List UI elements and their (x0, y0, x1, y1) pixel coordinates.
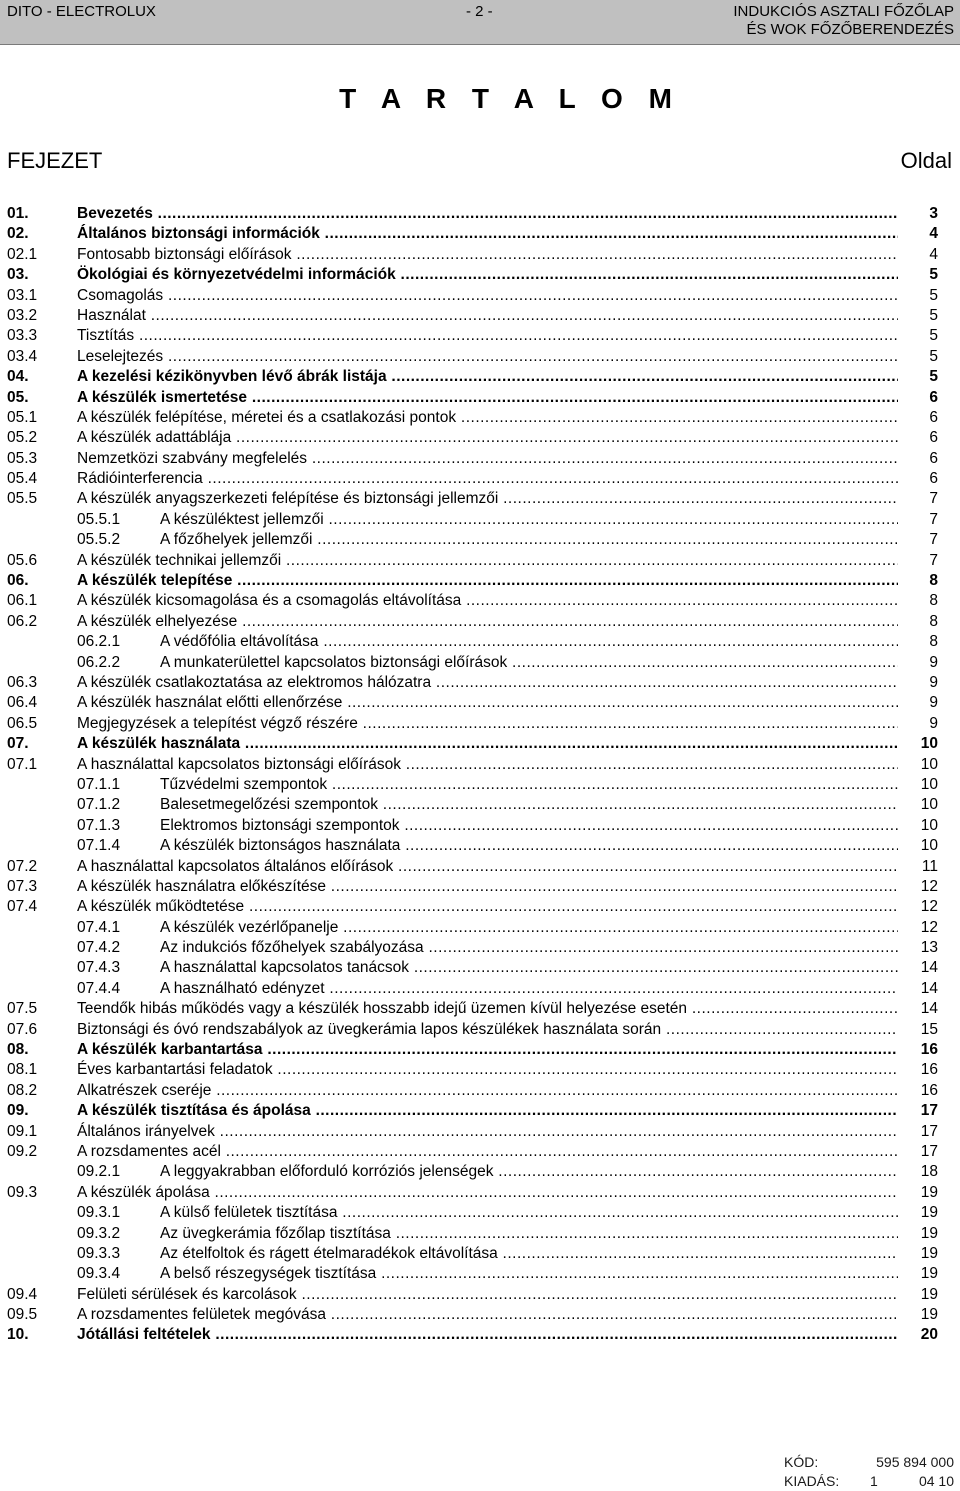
toc-entry (0, 1244, 960, 1264)
toc-entry-page: 13 (920, 939, 938, 957)
toc-entry-title: A készülék használat előtti ellenőrzése ..... (77, 693, 898, 713)
toc-entry-title: A készülék adattáblája ..... (77, 428, 898, 448)
toc-entry (0, 1101, 960, 1121)
toc-entry (0, 816, 960, 836)
toc-entry-title: Éves karbantartási feladatok ..... (77, 1060, 898, 1080)
toc-entry-number: 06.4 (7, 694, 38, 712)
toc-entry-title: Az üvegkerámia főzőlap tisztítása ..... (160, 1224, 898, 1244)
header-left: DITO - ELECTROLUX (7, 3, 156, 20)
toc-entry-number: 09.2.1 (77, 1163, 121, 1181)
toc-entry-page: 6 (929, 429, 938, 447)
toc-entry-title: A készülék működtetése ..... (77, 897, 898, 917)
toc-entry (0, 612, 960, 632)
toc-entry (0, 571, 960, 591)
toc-entry-page: 10 (920, 755, 938, 773)
toc-entry (0, 755, 960, 775)
toc-entry-title: A rozsdamentes acél ..... (77, 1142, 898, 1162)
toc-entry (0, 530, 960, 550)
toc-entry-page: 20 (920, 1326, 938, 1344)
toc-entry (0, 1142, 960, 1162)
toc-entry-number: 06. (7, 572, 29, 590)
toc-entry (0, 367, 960, 387)
toc-entry-title: Teendők hibás működés vagy a készülék hosszabb idejű üzemen kívül helyezése esetén ..... (77, 999, 898, 1019)
toc-entry-title: Az ételfoltok és rágett ételmaradékok eltávolítása ..... (160, 1244, 898, 1264)
toc-entry-title: A készüléktest jellemzői ..... (160, 510, 898, 530)
toc-entry-number: 03.3 (7, 327, 38, 345)
toc-entry-title: Általános irányelvek ..... (77, 1122, 898, 1142)
toc-entry (0, 1020, 960, 1040)
toc-entry-title: A használható edényzet ..... (160, 979, 898, 999)
toc-entry-number: 07.1.4 (77, 837, 121, 855)
toc-entry-title: A belső részegységek tisztítása ..... (160, 1264, 898, 1284)
toc-entry-number: 07.6 (7, 1020, 38, 1038)
toc-entry-number: 07. (7, 735, 29, 753)
toc-entry-title: Bevezetés ..... (77, 204, 898, 224)
toc-entry-number: 06.1 (7, 592, 38, 610)
toc-entry-number: 03.4 (7, 347, 38, 365)
toc-entry (0, 326, 960, 346)
toc-entry-title: A leggyakrabban előforduló korróziós jelenségek ..... (160, 1162, 898, 1182)
toc-entry-title: A készülék anyagszerkezeti felépítése és biztonsági jellemzői ..... (77, 489, 898, 509)
toc-entry-title: A készülék elhelyezése ..... (77, 612, 898, 632)
toc-entry-number: 03.2 (7, 306, 38, 324)
toc-entry-page: 5 (929, 327, 938, 345)
toc-entry-title: Jótállási feltételek ..... (77, 1325, 898, 1345)
toc-entry (0, 918, 960, 938)
toc-entry-title: Rádióinterferencia ..... (77, 469, 898, 489)
toc-entry-title: A készülék karbantartása ..... (77, 1040, 898, 1060)
toc-entry (0, 428, 960, 448)
toc-entry-number: 07.4.1 (77, 918, 121, 936)
toc-entry-page: 5 (929, 347, 938, 365)
footer-edition-row (784, 1472, 954, 1491)
toc-entry-title: Nemzetközi szabvány megfelelés ..... (77, 449, 898, 469)
toc-entry-title: A munkaterülettel kapcsolatos biztonsági előírások ..... (160, 653, 898, 673)
toc-entry-page: 10 (920, 735, 938, 753)
toc-entry-title: A készülék csatlakoztatása az elektromos hálózatra ..... (77, 673, 898, 693)
toc-entry-title: A külső felületek tisztítása ..... (160, 1203, 898, 1223)
toc-entry-title: Ökológiai és környezetvédelmi információk ..... (77, 265, 898, 285)
toc-entry-page: 10 (920, 796, 938, 814)
page-header (0, 0, 960, 45)
toc-entry-title: A készülék felépítése, méretei és a csatlakozási pontok ..... (77, 408, 898, 428)
toc-entry-page: 5 (929, 286, 938, 304)
toc-entry-page: 12 (920, 877, 938, 895)
toc-entry (0, 897, 960, 917)
toc-entry-number: 07.4 (7, 898, 38, 916)
toc-entry-page: 9 (929, 673, 938, 691)
toc-entry-title: A készülék ismertetése ..... (77, 388, 898, 408)
toc-entry-page: 14 (920, 979, 938, 997)
toc-entry-number: 06.2.1 (77, 633, 121, 651)
toc-entry-page: 7 (929, 510, 938, 528)
toc-entry-page: 3 (929, 205, 938, 222)
toc-entry (0, 265, 960, 285)
toc-entry-title: Biztonsági és óvó rendszabályok az üvegkerámia lapos készülékek használata során ..... (77, 1020, 898, 1040)
toc-entry-title: A készülék telepítése ..... (77, 571, 898, 591)
toc-entry (0, 204, 960, 224)
toc-entry-number: 06.3 (7, 673, 38, 691)
toc-entry (0, 1285, 960, 1305)
toc-entry-page: 14 (920, 1000, 938, 1018)
toc-entry-number: 10. (7, 1326, 29, 1344)
toc-entry-number: 06.5 (7, 714, 38, 732)
toc-entry (0, 1162, 960, 1182)
toc-entry (0, 693, 960, 713)
toc-entry-number: 08.2 (7, 1081, 38, 1099)
toc-entry-page: 11 (921, 857, 938, 875)
column-heading-chapter: FEJEZET (7, 148, 103, 173)
header-right-line1: INDUKCIÓS ASZTALI FŐZŐLAP (733, 3, 954, 20)
toc-entry-title: A készülék tisztítása és ápolása ..... (77, 1101, 898, 1121)
toc-entry-title: Balesetmegelőzési szempontok ..... (160, 795, 898, 815)
toc-entry-number: 05.5.2 (77, 531, 121, 549)
toc-entry-number: 09.3.1 (77, 1204, 121, 1222)
toc-entry (0, 1122, 960, 1142)
toc-entry-page: 19 (920, 1306, 938, 1324)
toc-entry-title: Általános biztonsági információk ..... (77, 224, 898, 244)
toc-entry-page: 5 (929, 266, 938, 284)
toc-entry-title: Tisztítás ..... (77, 326, 898, 346)
toc-entry (0, 1040, 960, 1060)
toc-entry-number: 05.1 (7, 408, 38, 426)
toc-entry-title: A készülék biztonságos használata ..... (160, 836, 898, 856)
toc-entry (0, 224, 960, 244)
toc-entry-page: 17 (920, 1122, 938, 1140)
toc-entry-title: Az indukciós főzőhelyek szabályozása ..... (160, 938, 898, 958)
toc-entry-page: 19 (920, 1244, 938, 1262)
toc-entry (0, 999, 960, 1019)
toc-entry-title: A kezelési kézikönyvben lévő ábrák listája ..... (77, 367, 898, 387)
toc-entry (0, 388, 960, 408)
toc-entry-page: 19 (920, 1285, 938, 1303)
toc-entry (0, 286, 960, 306)
toc-entry-number: 07.4.3 (77, 959, 121, 977)
toc-entry-page: 6 (929, 408, 938, 426)
toc-entry-title: Alkatrészek cseréje ..... (77, 1081, 898, 1101)
toc-entry-title: A készülék használata ..... (77, 734, 898, 754)
toc-entry-page: 6 (929, 388, 938, 406)
toc-entry-number: 09.1 (7, 1122, 38, 1140)
toc-entry-page: 10 (920, 775, 938, 793)
toc-entry-title: A készülék ápolása ..... (77, 1183, 898, 1203)
toc-entry-page: 4 (929, 245, 938, 263)
toc-entry-number: 02.1 (7, 245, 38, 263)
toc-entry (0, 245, 960, 265)
toc-entry (0, 775, 960, 795)
toc-entry (0, 1224, 960, 1244)
toc-entry (0, 347, 960, 367)
toc-entry-number: 07.1.3 (77, 816, 121, 834)
toc-entry (0, 714, 960, 734)
toc-entry-number: 09.3 (7, 1183, 38, 1201)
page-title: T A R T A L O M (339, 83, 681, 114)
footer-code-value: 595 894 000 (876, 1454, 954, 1470)
toc-entry-page: 10 (920, 816, 938, 834)
toc-entry-page: 7 (929, 531, 938, 549)
footer-code-label: KÓD: (784, 1454, 819, 1470)
toc-entry-page: 12 (920, 918, 938, 936)
toc-entry-title: Csomagolás ..... (77, 286, 898, 306)
toc-entry-number: 04. (7, 368, 29, 386)
toc-entry-title: A főzőhelyek jellemzői ..... (160, 530, 898, 550)
toc-entry-number: 07.2 (7, 857, 38, 875)
toc-entry (0, 489, 960, 509)
toc-entry-page: 15 (920, 1020, 938, 1038)
toc-entry (0, 795, 960, 815)
toc-entry-number: 07.1.2 (77, 796, 121, 814)
toc-entry-page: 16 (920, 1061, 938, 1079)
toc-entry-title: Tűzvédelmi szempontok ..... (160, 775, 898, 795)
toc-entry (0, 1060, 960, 1080)
toc-entry-number: 09. (7, 1102, 29, 1120)
toc-entry-page: 5 (929, 306, 938, 324)
toc-entry-page: 19 (920, 1183, 938, 1201)
toc-entry-page: 8 (929, 572, 938, 590)
toc-entry-title: A készülék technikai jellemzői ..... (77, 551, 898, 571)
toc-entry-title: A használattal kapcsolatos biztonsági előírások ..... (77, 755, 898, 775)
toc-entry-number: 09.2 (7, 1142, 38, 1160)
toc-entry-number: 07.1 (7, 755, 38, 773)
toc-entry-title: A készülék kicsomagolása és a csomagolás eltávolítása ..... (77, 591, 898, 611)
toc-entry (0, 1305, 960, 1325)
toc-entry (0, 1081, 960, 1101)
footer-edition-label: KIADÁS: (784, 1473, 840, 1489)
header-right (733, 3, 954, 39)
toc-entry-title: A használattal kapcsolatos tanácsok ..... (160, 958, 898, 978)
header-page-number: - 2 - (466, 3, 493, 20)
toc-entry-page: 7 (929, 490, 938, 508)
toc-entry (0, 979, 960, 999)
toc-entry-page: 9 (929, 653, 938, 671)
toc-entry-page: 9 (929, 694, 938, 712)
toc-entry (0, 1264, 960, 1284)
toc-entry-title: Elektromos biztonsági szempontok ..... (160, 816, 898, 836)
toc-entry-number: 05.4 (7, 470, 38, 488)
toc-entry-number: 05.3 (7, 449, 38, 467)
toc-entry (0, 469, 960, 489)
toc-entry (0, 632, 960, 652)
toc-entry-title: Felületi sérülések és karcolások ..... (77, 1285, 898, 1305)
toc-entry-page: 17 (920, 1142, 938, 1160)
toc-entry-title: A készülék használatra előkészítése ..... (77, 877, 898, 897)
toc-entry (0, 836, 960, 856)
footer-code-row (784, 1453, 954, 1472)
toc-entry-number: 09.3.4 (77, 1265, 121, 1283)
toc-entry-number: 06.2 (7, 612, 38, 630)
toc-entry-page: 18 (920, 1163, 938, 1181)
toc-entry-number: 03.1 (7, 286, 38, 304)
toc-entry-number: 05.2 (7, 429, 38, 447)
toc-entry-page: 8 (929, 592, 938, 610)
toc-entry (0, 449, 960, 469)
toc-entry-page: 8 (929, 633, 938, 651)
toc-entry-number: 08.1 (7, 1061, 38, 1079)
toc-entry-number: 02. (7, 225, 29, 243)
toc-entry-page: 19 (920, 1265, 938, 1283)
toc-entry-number: 07.1.1 (77, 775, 121, 793)
toc-entry-page: 6 (929, 470, 938, 488)
toc-entry-number: 09.5 (7, 1306, 38, 1324)
toc-entry (0, 877, 960, 897)
toc-entry (0, 510, 960, 530)
toc-entry-page: 16 (920, 1081, 938, 1099)
toc-entry-page: 6 (929, 449, 938, 467)
toc-entry (0, 306, 960, 326)
toc-entry (0, 958, 960, 978)
toc-entry (0, 673, 960, 693)
toc-entry (0, 1325, 960, 1345)
toc-entry-number: 06.2.2 (77, 653, 121, 671)
toc-entry-number: 07.3 (7, 877, 38, 895)
toc-entry-page: 17 (920, 1102, 938, 1120)
toc-entry-number: 09.3.2 (77, 1224, 121, 1242)
toc-entry-page: 10 (920, 837, 938, 855)
toc-entry (0, 591, 960, 611)
toc-entry-number: 03. (7, 266, 29, 284)
toc-entry-title: Megjegyzések a telepítést végző részére ..... (77, 714, 898, 734)
toc-entry-title: A készülék vezérlőpanelje ..... (160, 918, 898, 938)
toc-entry-page: 14 (920, 959, 938, 977)
toc-entry-number: 09.4 (7, 1285, 38, 1303)
toc-entry (0, 1183, 960, 1203)
toc-entry-page: 12 (920, 898, 938, 916)
toc-entry-page: 9 (929, 714, 938, 732)
toc-entry-page: 4 (929, 225, 938, 243)
toc-entry (0, 408, 960, 428)
toc-entry-title: A használattal kapcsolatos általános előírások ..... (77, 857, 898, 877)
toc-entry-page: 16 (920, 1041, 938, 1059)
table-of-contents (0, 204, 960, 1346)
header-right-line2: ÉS WOK FŐZŐBERENDEZÉS (746, 21, 954, 38)
footer-edition-date: 04 10 (918, 1473, 954, 1489)
toc-entry (0, 734, 960, 754)
toc-entry-title: Használat ..... (77, 306, 898, 326)
toc-entry (0, 1203, 960, 1223)
toc-entry-number: 05.6 (7, 551, 38, 569)
toc-entry-number: 09.3.3 (77, 1244, 121, 1262)
toc-entry-number: 05.5.1 (77, 510, 121, 528)
toc-entry-title: Leselejtezés ..... (77, 347, 898, 367)
toc-entry (0, 857, 960, 877)
toc-entry-page: 7 (929, 551, 938, 569)
page-footer (784, 1453, 954, 1491)
toc-entry-page: 8 (929, 612, 938, 630)
toc-entry-number: 07.4.2 (77, 939, 121, 957)
toc-entry-title: A rozsdamentes felületek megóvása ..... (77, 1305, 898, 1325)
toc-entry (0, 653, 960, 673)
footer-edition-value: 1 (870, 1473, 878, 1489)
toc-entry (0, 938, 960, 958)
toc-entry-number: 07.4.4 (77, 979, 121, 997)
toc-entry (0, 551, 960, 571)
toc-entry-number: 05. (7, 388, 29, 406)
toc-entry-title: A védőfólia eltávolítása ..... (160, 632, 898, 652)
toc-entry-page: 5 (929, 368, 938, 386)
toc-entry-number: 01. (7, 205, 29, 222)
toc-entry-number: 07.5 (7, 1000, 38, 1018)
toc-entry-number: 08. (7, 1041, 29, 1059)
toc-entry-title: Fontosabb biztonsági előírások ..... (77, 245, 898, 265)
toc-entry-page: 19 (920, 1204, 938, 1222)
toc-entry-page: 19 (920, 1224, 938, 1242)
column-heading-page: Oldal (900, 148, 952, 173)
toc-entry-number: 05.5 (7, 490, 38, 508)
